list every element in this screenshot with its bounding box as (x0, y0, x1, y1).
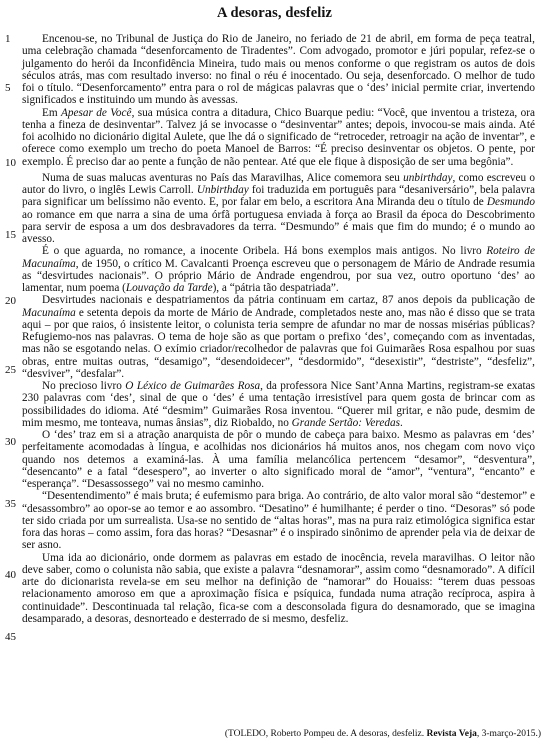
text-run: No precioso livro (42, 380, 126, 392)
citation-date: , 3-março-2015.) (476, 729, 541, 739)
text-run: Numa de suas malucas aventuras no País das Maravilhas, Alice comemora seu (42, 171, 404, 184)
citation-source: Revista Veja (426, 729, 477, 739)
text-run: , de 1950, o crítico M. Cavalcanti Proença escreveu que o personagem de Mário de Andrade resumia as “desvirtudes nacionais”. O próprio Mário de Andrade engendrou, por sua vez, outro oportuno ‘des’ ao lamentar, num poema ( (22, 257, 535, 294)
text-run: Em (42, 106, 62, 119)
text-run: ao romance em que narra a sina de uma órfã portuguesa enviada à força ao Brasil da época do Descobrimento para servir de esposa a um dos desbravadores da terra. “Desmundo” é mais que fim do mundo; é o mundo ao avesso. (22, 208, 535, 245)
paragraph-9 (22, 552, 535, 626)
italic-title: Unbirthday (196, 184, 249, 196)
text-run: Encenou-se, no Tribunal de Justiça do Rio de Janeiro, no feriado de 21 de abril, em forma de peça teatral, uma celebração chamada “desenforcamento de Tiradentes”. Com advogado, promotor e júri popular, refez-se o julgamento do herói da Inconfidência Mineira, tudo mais ou menos conforme o que registram os autos de dois séculos atrás, mas com resultado inverso: no final o réu é inocentado. Ou seja, desenforcado. O melhor de tudo foi o título. “Desenforcamento” entra para o rol de mágicas palavras que o ‘des’ inicial permite criar, invertendo significados e instituindo um mundo às avessas. (22, 33, 535, 107)
text-run: O ‘des’ traz em si a atração anarquista de pôr o mundo de cabeça para baixo. Mesmo as palavras em ‘des’ perfeitamente acomodadas à língua, e acolhidas nos dicionários há muitos anos, nos chegam com novo viço quando nos detemos a examiná-las. À uma família melancólica pertencem “desamor”, “desventura”, “desencanto” e a fatal “desespero”, ao inverter o alto significado moral de “amor”, “ventura”, “encanto” e “esperança”. “Desassossego” vai no mesmo caminho. (22, 429, 535, 490)
text-run: foi traduzida em português para “desaniversário”, bela palavra para significar um belíssimo não evento. E, por falar em belo, a escritora Ana Miranda deu o título de (22, 184, 535, 209)
paragraph-2 (22, 107, 535, 168)
text-run: Desvirtudes nacionais e despatriamentos da pátria continuam em cartaz, 87 anos depois da publicação de (42, 294, 535, 307)
text-run: Uma ida ao dicionário, onde dormem as palavras em estado de inocência, revela maravilhas. O leitor não deve saber, como o colunista não sabia, que existe a palavra “desnamorar”, assim como “desnamorado”. A difícil arte do dicionarista revela-se em seu melhor na definição de “namorar” do Houaiss: “terem duas pessoas relacionamento amoroso em que a aproximação física e psíquica, fundada numa atração recíproca, aspira à continuidade”. Descontinuada tal relação, fica-se com a desconsolada figura do desnamorado, que se imagina desamparado, a desoras, desnorteado e desterrado de si mesmo, desfeliz. (22, 551, 535, 625)
paragraph-5 (22, 294, 535, 380)
italic-title: Roteiro de Macunaíma (22, 245, 535, 270)
citation (225, 729, 541, 739)
line-number: 30 (5, 436, 16, 448)
paragraph-8 (22, 490, 535, 551)
text-run: “Desentendimento” é mais bruta; é eufemismo para briga. Ao contrário, de alto valor moral são “destemor” e “desassombro” ao opor-se ao temor e ao assombro. “Desatino” é humilhante; é perder o tino. “Desoras” só pode ter sido criada por um surrealista. Usa-se no sentido de “altas horas”, mas na pura raiz etimológica significa estar fora das horas – como assim, fora das horas? “Desasnar” é o inspirado sinônimo de aprender pela via de deixar de ser asno. (22, 490, 535, 552)
line-number: 1 (5, 33, 11, 45)
italic-title: Apesar de Você (61, 106, 132, 119)
article-body (22, 33, 535, 625)
text-run: . (399, 416, 403, 429)
italic-title: Grande Sertão: Veredas (291, 416, 400, 429)
text-run: , como escreveu o autor do livro, o inglês Lewis Carroll. (22, 171, 535, 196)
line-number: 25 (5, 364, 16, 376)
text-run: e setenta depois da morte de Mário de Andrade, completados neste ano, mas não é disso que se trata aqui – por que raios, ó insistente leitor, o colunista teria sempre de afundar no mar de nossas misérias públicas? Refugiemo-nos nas palavras. O tema de hoje são as que portam o prefixo ‘des’, começando com as inventadas, mas não se esgotando nelas. O exímio criador/recolhedor de palavras que foi Guimarães Rosa espalhou por suas obras, entre muitas outras, “desamigo”, “desendoidecer”, “desdormido”, “desexistir”, “destriste”, “desfeliz”, “desviver”, “desfalar”. (22, 306, 535, 380)
paragraph-6 (22, 380, 535, 429)
paragraph-7 (22, 429, 535, 490)
line-number: 15 (5, 229, 16, 241)
italic-title: unbirthday (403, 171, 453, 184)
line-number: 5 (5, 82, 11, 94)
article-title: A desoras, desfeliz (216, 5, 333, 21)
citation-text: (TOLEDO, Roberto Pompeu de. A desoras, desfeliz. (224, 729, 427, 739)
text-run: , sua música contra a ditadura, Chico Buarque pediu: “Você, que inventou a tristeza, ora tenha a fineza de desinventar”. Talvez já se invocasse o “desinventar” antes; depois, invocou-se mais ainda. Até foi acolhido no dicionário digital Aulete, que lhe dá o significado de “retroceder, retroagir na ação de inventar”, e oferece como exemplo um trecho do poeta Manoel de Barros: “É preciso desinventar os objetos. O pente, por exemplo. É preciso dar ao pente a função de não pentear. Até que ele fique à disposição de ser uma begônia”. (22, 106, 536, 168)
italic-title: Desmundo (486, 196, 535, 209)
paragraph-4 (22, 245, 535, 294)
paragraph-1 (22, 33, 535, 107)
line-number: 20 (5, 295, 16, 307)
text-run: , da professora Nice Sant’Anna Martins, registram-se exatas 230 palavras com ‘des’, sinal de que o ‘des’ é uma tentação irresistível para quem gosta de brincar com as possibilidades do idioma. Até “desmim” Guimarães Rosa inventou. “Querer mil gritar, e não pude, desmim de mim mesmo, me tonteava, numas ânsias”, diz Riobaldo, no (22, 380, 535, 429)
italic-title: Louvação da Tarde (125, 282, 213, 294)
paragraph-3 (22, 172, 535, 246)
text-run: ), a “pátria tão despatriada”. (212, 282, 339, 294)
line-number: 45 (5, 631, 16, 643)
line-number: 35 (5, 498, 16, 510)
line-number: 10 (5, 157, 16, 169)
italic-title: Macunaíma (22, 306, 76, 319)
line-number: 40 (5, 569, 16, 581)
text-run: É o que aguarda, no romance, a inocente Oribela. Há bons exemplos mais antigos. No livro (42, 245, 487, 258)
italic-title: O Léxico de Guimarães Rosa (125, 380, 261, 392)
